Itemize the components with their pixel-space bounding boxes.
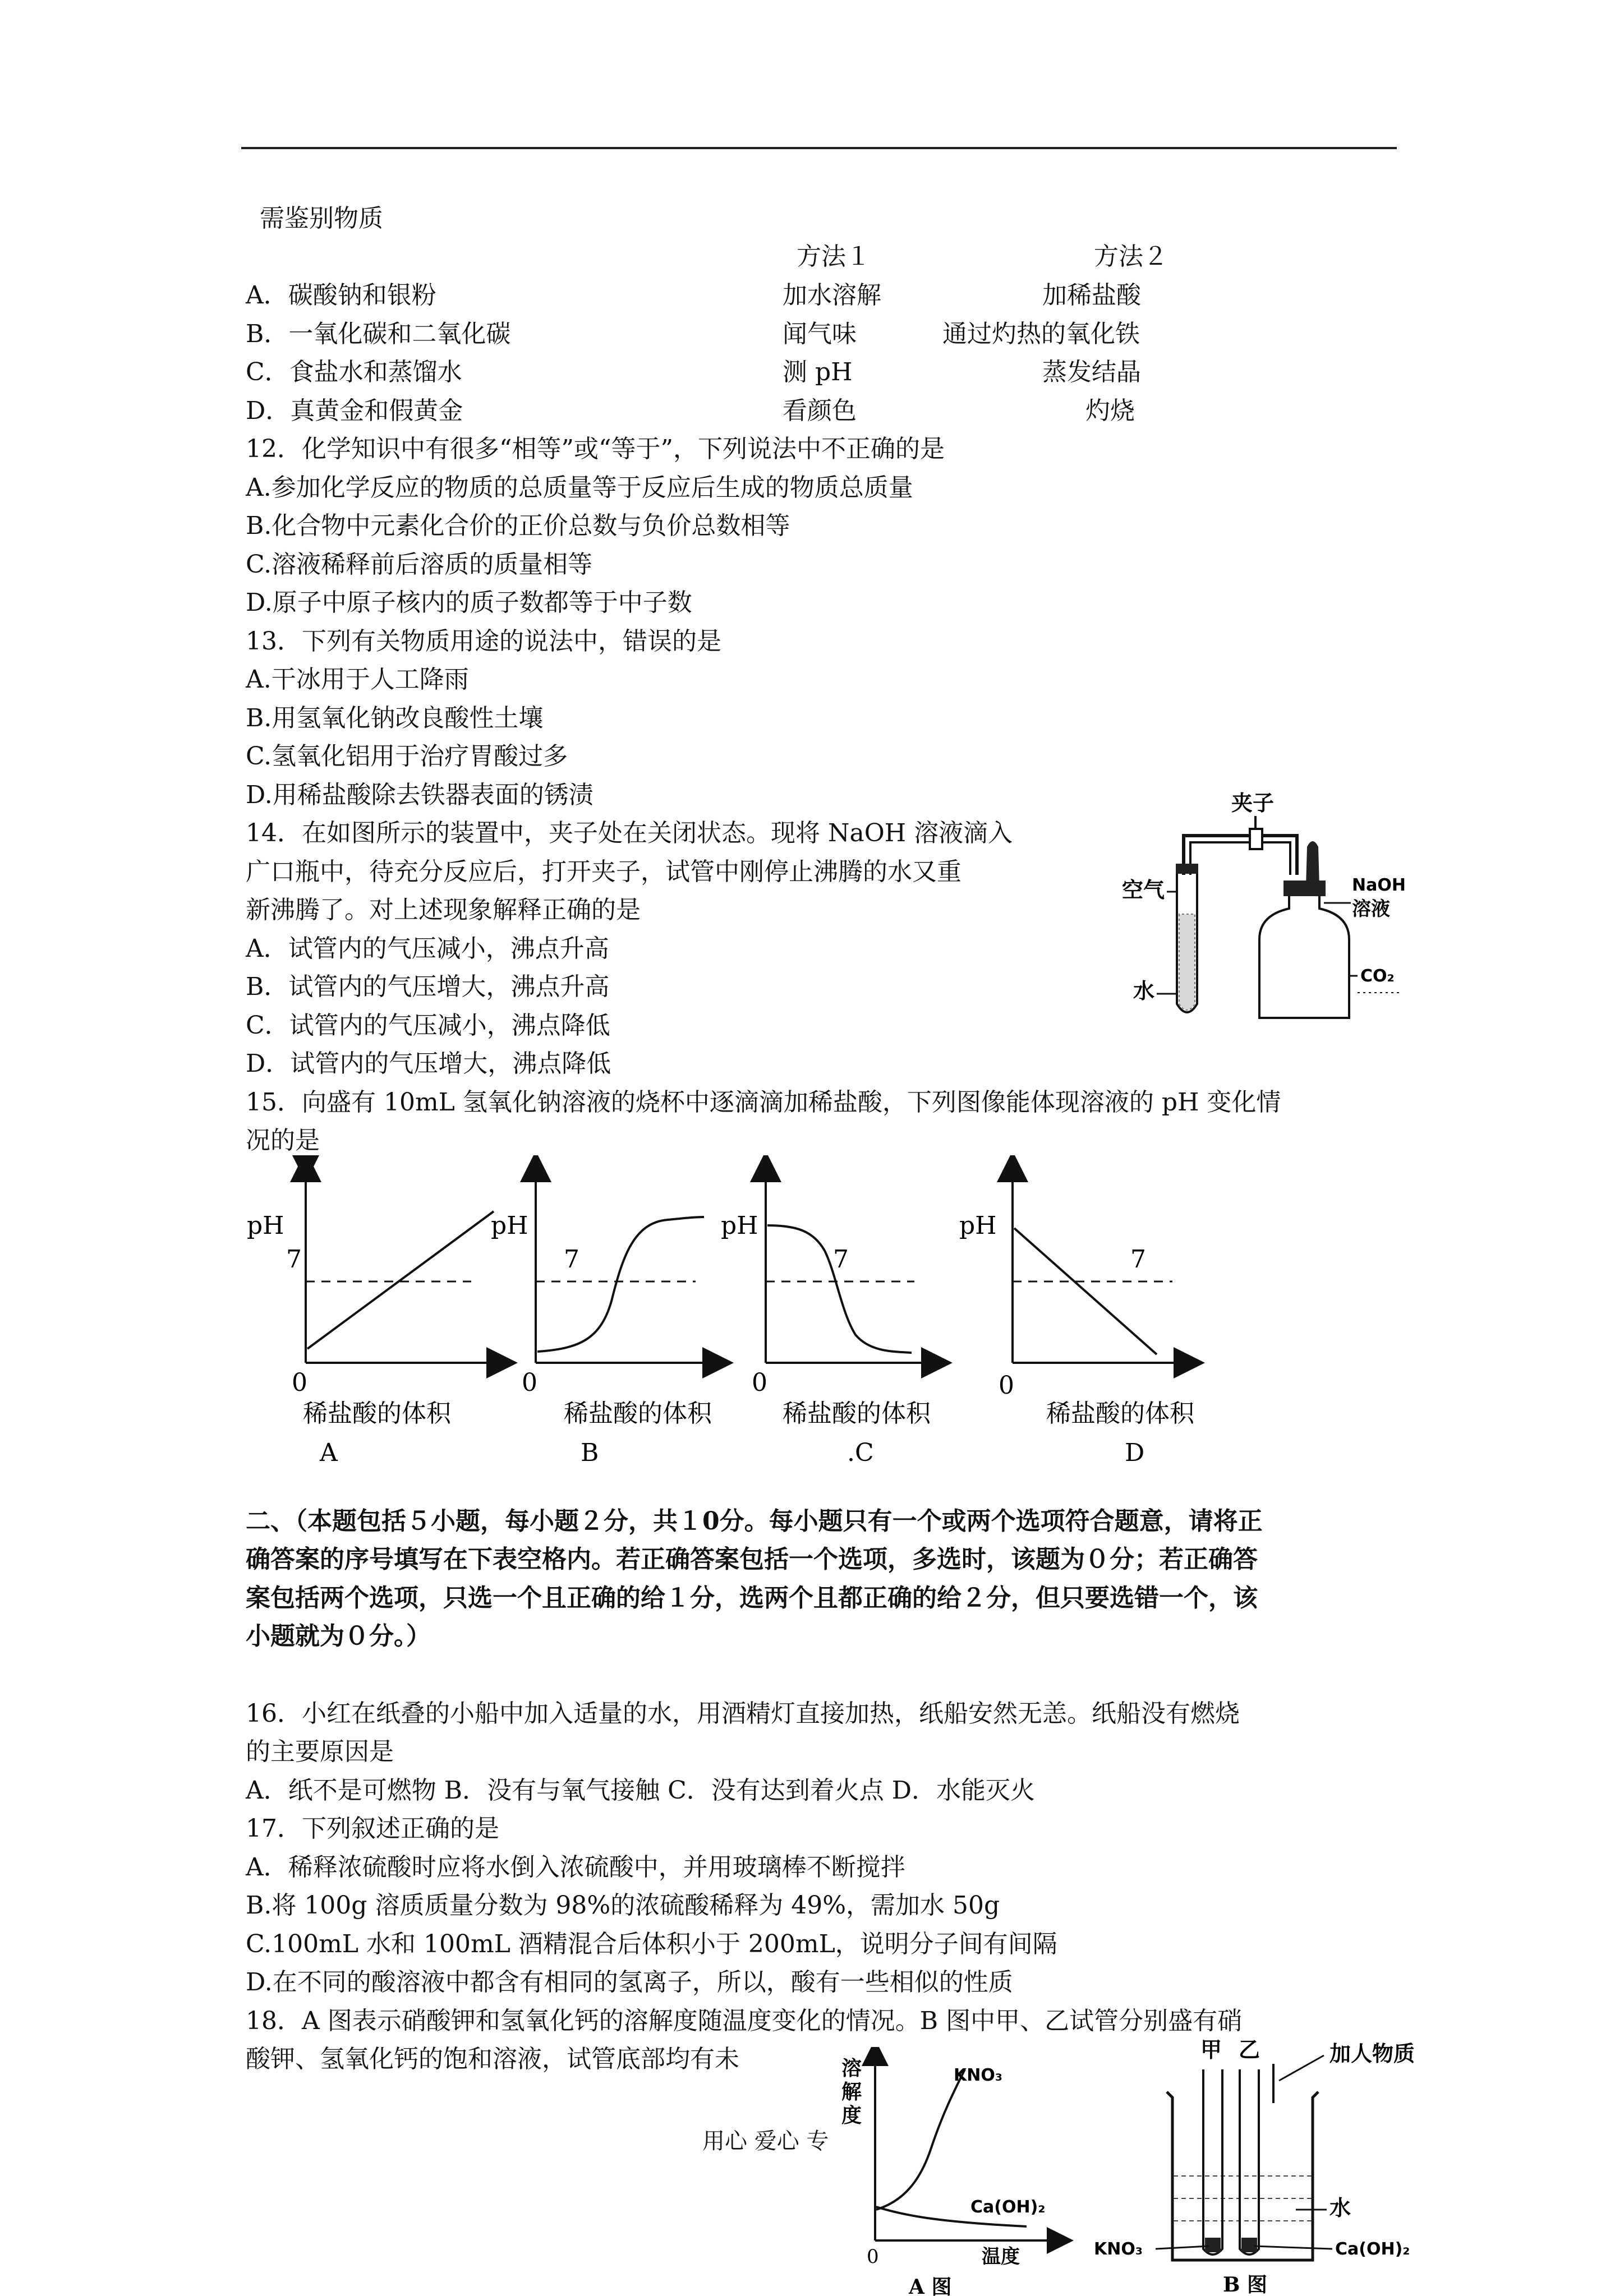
q18-a-origin: 0: [867, 2246, 879, 2268]
q14-clamp-label: 夹子: [1231, 791, 1275, 815]
section2-line-1: 二、（本题包括５小题，每小题２分，共１0分。每小题只有一个或两个选项符合题意，请将正: [246, 1507, 1263, 1536]
q17-option-a: A．稀释浓硫酸时应将水倒入浓硫酸中，并用玻璃棒不断搅拌: [246, 1853, 905, 1882]
q18-b-water-label: 水: [1329, 2195, 1351, 2220]
q11-row-d-item: D．真黄金和假黄金: [246, 397, 463, 425]
q13-option-a: A.干冰用于人工降雨: [246, 665, 469, 694]
q15-graph-d-ref: 7: [1130, 1245, 1146, 1274]
q15-ph-graphs: [241, 1155, 1475, 1481]
q14-stem-line-3: 新沸腾了。对上述现象解释正确的是: [246, 896, 641, 924]
q11-row-b-item: B．一氧化碳和二氧化碳: [246, 320, 511, 348]
q15-graph-a-letter: A: [320, 1439, 338, 1467]
header-rule: [241, 147, 1397, 149]
q18-figure-b-beaker: [1094, 2030, 1453, 2296]
q11-row-c-method1: 测 pH: [783, 358, 853, 386]
q11-row-c-item: C．食盐水和蒸馏水: [246, 358, 462, 386]
q14-naoh-label: NaOH: [1352, 875, 1406, 895]
q15-graph-b-ref: 7: [564, 1245, 579, 1274]
q18-b-kno3-label: KNO₃: [1094, 2239, 1143, 2259]
q15-graph-b-xlabel: 稀盐酸的体积: [564, 1399, 712, 1428]
q18-a-ylabel-2: 解: [841, 2080, 862, 2104]
q11-row-b-method1: 闻气味: [783, 320, 857, 348]
q18-b-caption: B 图: [1223, 2273, 1267, 2296]
q17-stem: 17．下列叙述正确的是: [246, 1814, 499, 1843]
q15-graph-c-xlabel: 稀盐酸的体积: [783, 1399, 931, 1428]
q15-graph-d-letter: D: [1125, 1439, 1145, 1467]
q15-graph-b-origin: 0: [522, 1368, 537, 1397]
q18-a-ylabel-1: 溶: [841, 2057, 862, 2080]
q11-row-b-method2: 通过灼热的氧化铁: [942, 320, 1140, 348]
q15-graph-b: [491, 1167, 718, 1467]
q14-stem-line-2: 广口瓶中，待充分反应后，打开夹子，试管中刚停止沸腾的水又重: [246, 857, 961, 886]
q14-stem-line-1: 14．在如图所示的装置中，夹子处在关闭状态。现将 NaOH 溶液滴入: [246, 819, 1013, 847]
q15-graph-b-ylabel: pH: [491, 1211, 528, 1240]
q15-graph-c-ylabel: pH: [721, 1211, 758, 1240]
q15-graph-c-origin: 0: [752, 1368, 767, 1397]
q11-row-d-method1: 看颜色: [783, 397, 857, 425]
q15-graph-a-origin: 0: [292, 1368, 307, 1397]
q14-apparatus-figure: [1122, 791, 1425, 1026]
q16-stem-line-2: 的主要原因是: [246, 1737, 394, 1766]
q15-graph-d-origin: 0: [999, 1371, 1014, 1400]
q14-option-d: D．试管内的气压增大，沸点降低: [246, 1049, 611, 1078]
q17-option-d: D.在不同的酸溶液中都含有相同的氢离子，所以，酸有一些相似的性质: [246, 1968, 1013, 1997]
q15-graph-b-curve: [537, 1217, 704, 1352]
q14-water-label: 水: [1133, 978, 1155, 1003]
q11-row-a-method2: 加稀盐酸: [1042, 281, 1141, 310]
q15-graph-a-ylabel: pH: [247, 1211, 284, 1240]
q13-option-c: C.氢氧化铝用于治疗胃酸过多: [246, 742, 568, 771]
q14-test-tube-stopper: [1176, 864, 1198, 874]
q18-stem-line-1: 18．A 图表示硝酸钾和氢氧化钙的溶解度随温度变化的情况。B 图中甲、乙试管分别盛有硝: [246, 2007, 1243, 2035]
q18-b-caoh2-solid: [1241, 2238, 1257, 2252]
q14-solution-label: 溶液: [1352, 898, 1390, 920]
q18-figure-a-solubility: [841, 2047, 1077, 2296]
q15-stem-line-2: 况的是: [246, 1126, 320, 1155]
q15-graph-a-curve: [307, 1211, 494, 1349]
q11-header-method1: 方法１: [797, 242, 871, 271]
q11-row-d-method2: 灼烧: [1085, 397, 1135, 425]
q18-stem-line-2: 酸钾、氢氧化钙的饱和溶液，试管底部均有未: [246, 2045, 739, 2073]
section2-line-2: 确答案的序号填写在下表空格内。若正确答案包括一个选项，多选时，该题为０分；若正确答: [246, 1545, 1258, 1574]
q13-option-d: D.用稀盐酸除去铁器表面的锈渍: [246, 781, 594, 809]
q16-stem-line-1: 16．小红在纸叠的小船中加入适量的水，用酒精灯直接加热，纸船安然无恙。纸船没有燃烧: [246, 1699, 1240, 1728]
q14-option-c: C．试管内的气压减小，沸点降低: [246, 1011, 610, 1040]
q15-graph-d-ylabel: pH: [959, 1211, 997, 1240]
q12-option-c: C.溶液稀释前后溶质的质量相等: [246, 550, 593, 579]
section2-line-3: 案包括两个选项，只选一个且正确的给１分，选两个且都正确的给２分，但只要选错一个，该: [246, 1584, 1258, 1612]
q17-option-c: C.100mL 水和 100mL 酒精混合后体积小于 200mL，说明分子间有间隔: [246, 1930, 1057, 1958]
q15-stem-line-1: 15．向盛有 10mL 氢氧化钠溶液的烧杯中逐滴滴加稀盐酸，下列图像能体现溶液的 pH 变化情: [246, 1088, 1281, 1117]
q18-a-caoh2-label: Ca(OH)₂: [970, 2197, 1046, 2217]
q17-option-b: B.将 100g 溶质质量分数为 98%的浓硫酸稀释为 49%，需加水 50g: [246, 1891, 1000, 1920]
q14-dropper: [1306, 841, 1319, 886]
q18-b-added-label: 加人物质: [1329, 2041, 1415, 2066]
q11-row-a-item: A．碳酸钠和银粉: [246, 281, 436, 310]
q15-graph-c: [721, 1167, 937, 1467]
q18-b-jia-label: 甲: [1200, 2037, 1222, 2062]
page-footer: 用心 爱心 专: [702, 2128, 829, 2154]
q18-b-tube-yi: [1240, 2069, 1259, 2254]
q11-header-method2: 方法２: [1094, 242, 1168, 271]
q14-air-label: 空气: [1122, 877, 1165, 902]
q18-a-caption: A 图: [909, 2275, 952, 2296]
q14-test-tube-water: [1179, 914, 1195, 1010]
q18-a-kno3-label: KNO₃: [954, 2066, 1002, 2085]
q12-option-a: A.参加化学反应的物质的总质量等于反应后生成的物质总质量: [246, 473, 913, 502]
q16-options: A．纸不是可燃物 B．没有与氧气接触 C．没有达到着火点 D．水能灭火: [246, 1776, 1036, 1805]
q14-co2-label: CO₂: [1360, 966, 1395, 986]
q12-option-b: B.化合物中元素化合价的正价总数与负价总数相等: [246, 511, 790, 540]
q18-b-kno3-solid: [1205, 2238, 1221, 2252]
q14-wide-mouth-bottle: [1259, 896, 1349, 1018]
q11-row-c-method2: 蒸发结晶: [1042, 358, 1141, 386]
q11-header-item: 需鉴别物质: [260, 204, 383, 233]
q14-bottle-stopper: [1283, 880, 1326, 896]
q13-option-b: B.用氢氧化钠改良酸性土壤: [246, 704, 544, 732]
q15-graph-c-letter: .C: [847, 1439, 874, 1467]
q14-option-b: B．试管内的气压增大，沸点升高: [246, 972, 610, 1001]
q15-graph-a-ref: 7: [286, 1245, 302, 1274]
q18-a-ylabel-3: 度: [841, 2104, 862, 2127]
q18-b-yi-label: 乙: [1239, 2037, 1260, 2062]
q12-stem: 12．化学知识中有很多“相等”或“等于”，下列说法中不正确的是: [246, 435, 945, 463]
q18-b-tube-jia: [1203, 2069, 1222, 2254]
q14-option-a: A．试管内的气压减小，沸点升高: [246, 934, 609, 963]
q15-graph-a-xlabel: 稀盐酸的体积: [303, 1399, 451, 1428]
q15-graph-d-xlabel: 稀盐酸的体积: [1046, 1399, 1194, 1428]
q15-graph-c-ref: 7: [833, 1245, 849, 1274]
q18-b-caoh2-label: Ca(OH)₂: [1335, 2239, 1410, 2259]
q15-graph-a: [247, 1155, 502, 1467]
q12-option-d: D.原子中原子核内的质子数都等于中子数: [246, 588, 692, 617]
section2-line-4: 小题就为０分。）: [246, 1622, 431, 1650]
q13-stem: 13．下列有关物质用途的说法中，错误的是: [246, 627, 721, 656]
q15-graph-d: [959, 1167, 1195, 1467]
q15-graph-b-letter: B: [581, 1439, 599, 1467]
q18-a-xlabel: 温度: [982, 2246, 1020, 2268]
q11-row-a-method1: 加水溶解: [783, 281, 881, 310]
q18-a-kno3-curve: [876, 2069, 965, 2210]
q14-clamp: [1250, 829, 1262, 849]
